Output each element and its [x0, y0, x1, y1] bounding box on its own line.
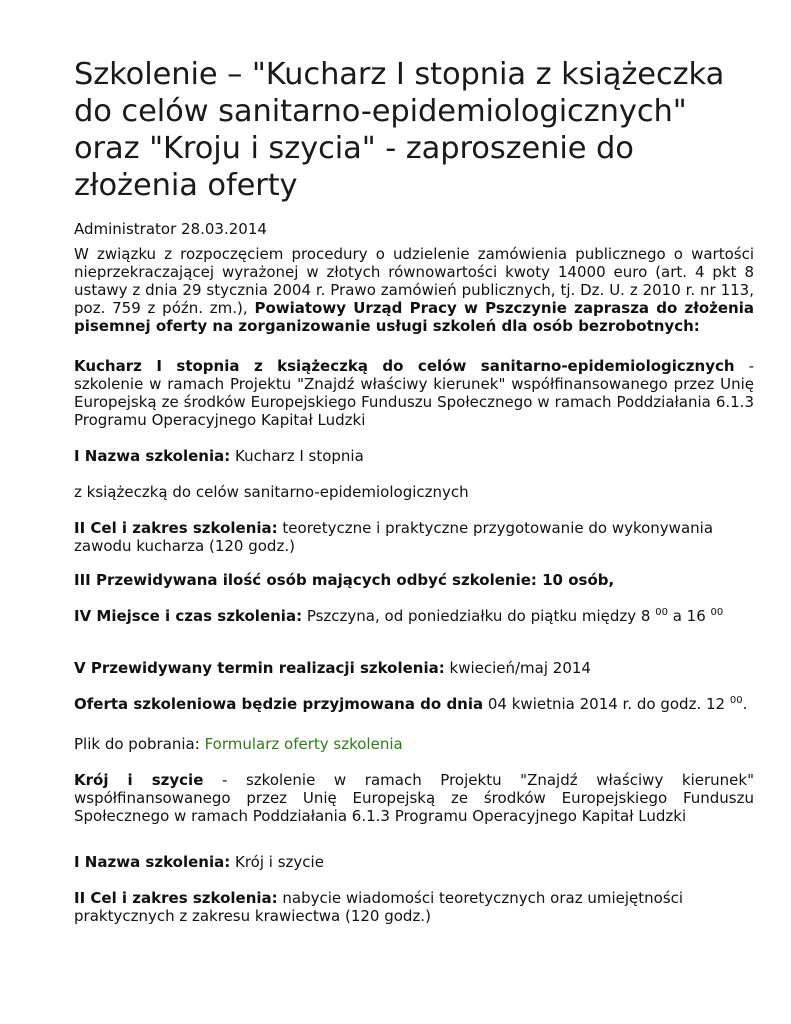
article-title: Szkolenie – "Kucharz I stopnia z książeczka do celów sanitarno-epidemiologicznych" oraz "Kroju i szycia" - zaproszenie do złożenia oferty: [74, 57, 725, 203]
training1-offer-sup: 00: [729, 695, 743, 706]
training1-count: [74, 571, 754, 589]
training1-goal-value: teoretyczne i praktyczne przygotowanie do wykonywania zawodu kucharza (120 godz.): [74, 519, 714, 555]
download-row: [74, 735, 754, 753]
training1-term-value: kwiecień/maj 2014: [444, 659, 591, 677]
training1-offer-value: 04 kwietnia 2014 r. do godz. 12: [483, 695, 730, 713]
training1-name-value: Kucharz I stopnia: [230, 447, 364, 465]
training1-description: - szkolenie w ramach Projektu "Znajdź właściwy kierunek" współfinansowanego przez Unię Europejską ze środków Europejskiego Funduszu Społecznego w ramach Poddziałania 6.1.3 Programu Operacyjnego Kapitał Ludzki: [74, 357, 754, 429]
training2-heading: [74, 771, 754, 825]
training1-place-label: IV Miejsce i czas szkolenia:: [74, 607, 303, 625]
training1-offer-deadline: [74, 695, 754, 713]
training1-goal: [74, 519, 754, 555]
article: [74, 56, 754, 925]
intro-paragraph: [74, 245, 754, 335]
training1-name-continuation: z książeczką do celów sanitarno-epidemiologicznych: [74, 483, 469, 501]
training2-description: - szkolenie w ramach Projektu "Znajdź właściwy kierunek" współfinansowanego przez Unię Europejską ze środków Europejskiego Funduszu Społecznego w ramach Poddziałania 6.1.3 Programu Operacyjnego Kapitał Ludzki: [74, 771, 754, 825]
training1-name: [74, 447, 754, 465]
training1-count-text: III Przewidywana ilość osób mających odbyć szkolenie: 10 osób,: [74, 571, 615, 589]
training1-title: Kucharz I stopnia z książeczką do celów sanitarno-epidemiologicznych: [74, 357, 735, 375]
training1-place-sup-end: 00: [710, 607, 724, 618]
training1-heading: [74, 357, 754, 429]
training1-offer-end: .: [742, 695, 748, 713]
training2-name-value: Krój i szycie: [230, 853, 324, 871]
training2-name: [74, 853, 754, 871]
training1-place-sup-start: 00: [655, 607, 668, 618]
training2-title: Krój i szycie: [74, 771, 204, 789]
training1-term-label: V Przewidywany termin realizacji szkolenia:: [74, 659, 445, 677]
training2-name-label: I Nazwa szkolenia:: [74, 853, 231, 871]
training1-place: [74, 607, 754, 625]
intro-bold: Powiatowy Urząd Pracy w Pszczynie zaprasza do złożenia pisemnej oferty na zorganizowanie usługi szkoleń dla osób bezrobotnych:: [74, 299, 754, 335]
training1-term: [74, 659, 754, 677]
download-label: Plik do pobrania:: [74, 735, 205, 753]
training1-goal-label: II Cel i zakres szkolenia:: [74, 519, 278, 537]
training2-goal-value: nabycie wiadomości teoretycznych oraz umiejętności praktycznych z zakresu krawiectwa (120 godz.): [74, 889, 684, 925]
intro-text: W związku z rozpoczęciem procedury o udzielenie zamówienia publicznego o wartości nieprzekraczającej wyrażonej w złotych równowartości kwoty 14000 euro (art. 4 pkt 8 ustawy z dnia 29 stycznia 2004 r. Prawo zamówień publicznych, tj. Dz. U. z 2010 r. nr 113, poz. 759 z późn. zm.),: [74, 245, 754, 317]
download-link[interactable]: Formularz oferty szkolenia: [204, 735, 403, 753]
training1-place-mid: a 16: [667, 607, 711, 625]
training2-goal: [74, 889, 754, 925]
training1-offer-label: Oferta szkoleniowa będzie przyjmowana do dnia: [74, 695, 484, 713]
article-meta: Administrator 28.03.2014: [74, 220, 267, 238]
training1-place-value: Pszczyna, od poniedziałku do piątku między 8: [302, 607, 656, 625]
training2-goal-label: II Cel i zakres szkolenia:: [74, 889, 278, 907]
training1-name-label: I Nazwa szkolenia:: [74, 447, 231, 465]
